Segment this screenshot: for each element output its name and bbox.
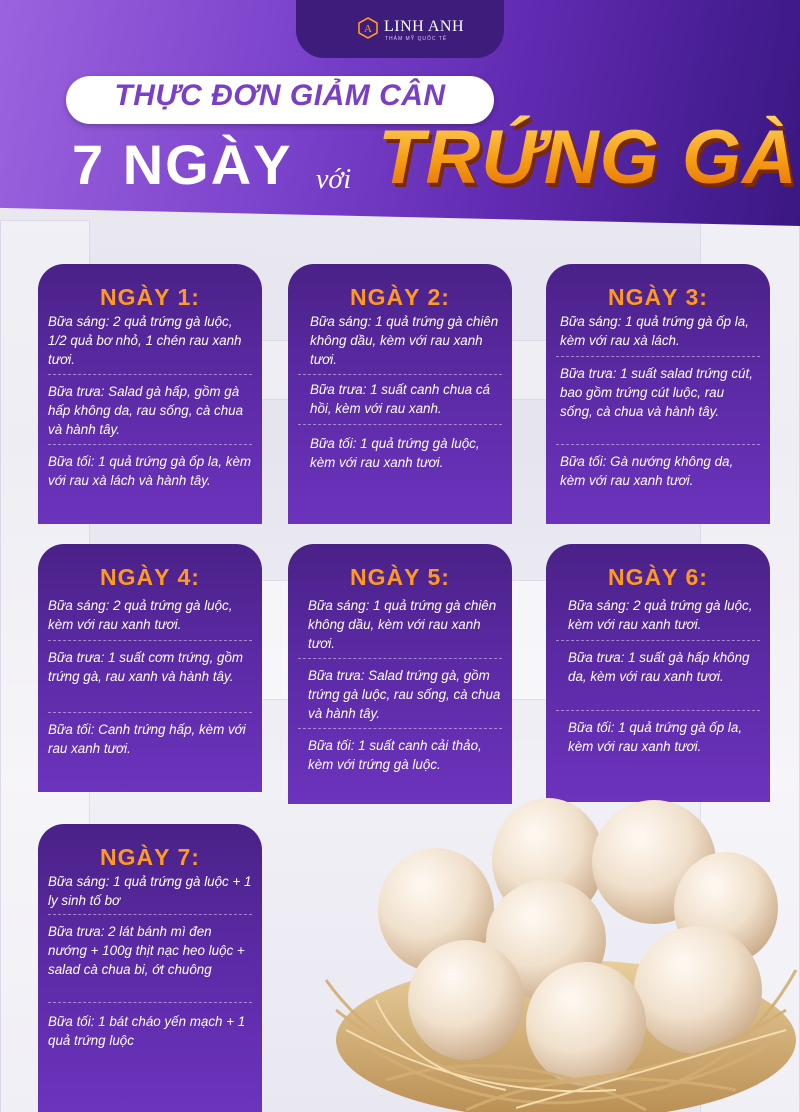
- divider: [298, 658, 502, 659]
- meal-breakfast: Bữa sáng: 1 quả trứng gà chiên không dầu, kèm với rau xanh tươi.: [310, 314, 499, 367]
- meal-breakfast: Bữa sáng: 1 quả trứng gà ốp la, kèm với rau xà lách.: [560, 314, 749, 348]
- day-title: NGÀY 1:: [100, 284, 200, 310]
- divider: [48, 712, 252, 713]
- title-line1: THỰC ĐƠN GIẢM CÂN: [114, 79, 446, 112]
- divider: [556, 356, 760, 357]
- day-card-7: [38, 824, 262, 1112]
- meal-lunch: Bữa trưa: Salad gà hấp, gồm gà hấp không da, rau sống, cà chua và hành tây.: [48, 384, 244, 437]
- meal-breakfast: Bữa sáng: 2 quả trứng gà luộc, kèm với rau xanh tươi.: [568, 598, 753, 632]
- divider: [48, 1002, 252, 1003]
- divider: [48, 374, 252, 375]
- day-title: NGÀY 3:: [608, 284, 708, 310]
- brand-name: LINH ANH: [384, 18, 464, 35]
- title-days: 7 NGÀY: [72, 133, 293, 196]
- day-title: NGÀY 2:: [350, 284, 450, 310]
- brand-logo-icon: [358, 17, 378, 39]
- day-title: NGÀY 6:: [608, 564, 708, 590]
- title-highlight: TRỨNG GÀ: [378, 115, 798, 200]
- meal-lunch: Bữa trưa: 1 suất salad trứng cút, bao gồm trứng cút luộc, rau sống, cà chua và hành tây.: [560, 366, 753, 419]
- meal-lunch: Bữa trưa: 1 suất gà hấp không da, kèm với rau xanh tươi.: [568, 650, 750, 684]
- day-title: NGÀY 5:: [350, 564, 450, 590]
- divider: [556, 710, 760, 711]
- day-title: NGÀY 4:: [100, 564, 200, 590]
- meal-lunch: Bữa trưa: 1 suất canh chua cá hồi, kèm với rau xanh.: [310, 382, 490, 416]
- meal-dinner: Bữa tối: Canh trứng hấp, kèm với rau xanh tươi.: [48, 722, 246, 756]
- meal-dinner: Bữa tối: 1 quả trứng gà ốp la, kèm với rau xà lách và hành tây.: [48, 454, 252, 488]
- divider: [48, 640, 252, 641]
- divider: [298, 728, 502, 729]
- day-card-3: [546, 264, 770, 524]
- title-connector: với: [316, 164, 352, 195]
- day-card-1: [38, 264, 262, 524]
- meal-dinner: Bữa tối: 1 bát cháo yến mạch + 1 quả trứng luộc: [48, 1014, 246, 1048]
- brand-tagline: THẨM MỸ QUỐC TẾ: [385, 36, 448, 42]
- meal-lunch: Bữa trưa: Salad trứng gà, gồm trứng gà luộc, rau sống, cà chua và hành tây.: [308, 668, 501, 721]
- meal-breakfast: Bữa sáng: 1 quả trứng gà luộc + 1 ly sinh tố bơ: [48, 874, 252, 908]
- svg-text:A: A: [364, 23, 372, 35]
- meal-lunch: Bữa trưa: 2 lát bánh mì đen nướng + 100g thịt nạc heo luộc + salad cà chua bi, ớt chuông: [48, 924, 245, 977]
- meal-dinner: Bữa tối: 1 quả trứng gà luộc, kèm với rau xanh tươi.: [310, 436, 480, 470]
- meal-breakfast: Bữa sáng: 1 quả trứng gà chiên không dầu, kèm với rau xanh tươi.: [308, 598, 497, 651]
- divider: [556, 640, 760, 641]
- meal-dinner: Bữa tối: 1 suất canh cải thảo, kèm với trứng gà luộc.: [308, 738, 482, 772]
- meal-dinner: Bữa tối: 1 quả trứng gà ốp la, kèm với rau xanh tươi.: [568, 720, 743, 754]
- divider: [556, 444, 760, 445]
- meal-breakfast: Bữa sáng: 2 quả trứng gà luộc, kèm với rau xanh tươi.: [48, 598, 233, 632]
- divider: [48, 444, 252, 445]
- divider: [298, 374, 502, 375]
- meal-dinner: Bữa tối: Gà nướng không da, kèm với rau xanh tươi.: [560, 454, 734, 488]
- day-card-5: [288, 544, 512, 804]
- day-card-2: [288, 264, 512, 524]
- divider: [48, 914, 252, 915]
- meal-breakfast: Bữa sáng: 2 quả trứng gà luộc, 1/2 quả bơ nhỏ, 1 chén rau xanh tươi.: [48, 314, 242, 367]
- divider: [298, 424, 502, 425]
- day-card-4: [38, 544, 262, 792]
- egg-nest-image: [316, 790, 800, 1112]
- meal-lunch: Bữa trưa: 1 suất cơm trứng, gồm trứng gà, rau xanh và hành tây.: [48, 650, 244, 684]
- day-card-6: [546, 544, 770, 802]
- day-title: NGÀY 7:: [100, 844, 200, 870]
